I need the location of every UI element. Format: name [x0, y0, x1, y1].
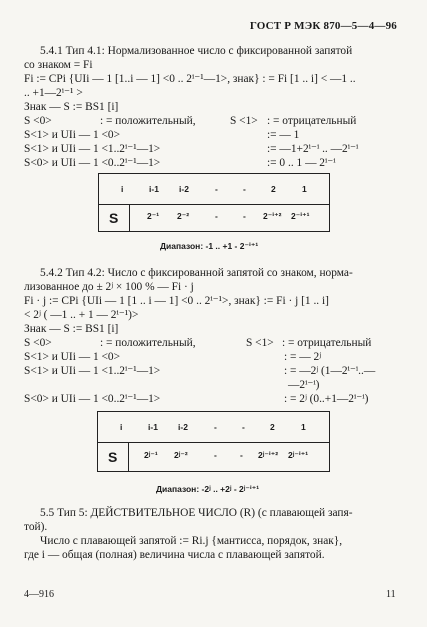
bit-weight: - — [214, 450, 217, 460]
condition-left: S<1> и UIi — 1 <0> — [24, 351, 121, 363]
paragraph-line: Число с плавающей запятой := Ri.j {мантисса, порядок, знак}, — [40, 535, 343, 547]
bit-index: i — [120, 422, 123, 432]
sign-definition: Знак — S := BS1 [i] — [24, 101, 119, 113]
condition-left: S<0> и UIi — 1 <0..2ⁱ⁻¹—1> — [24, 157, 161, 169]
bit-weight: 2⁻ⁱ⁺² — [263, 211, 282, 221]
section-title-cont: лизованное до ± 2ʲ × 100 % — Fi · j — [24, 281, 194, 293]
sign-definition: Знак — S := BS1 [i] — [24, 323, 119, 335]
section-title-cont: со знаком = Fi — [24, 59, 93, 71]
section-title: 5.4.2 Тип 4.2: Число с фиксированной запятой со знаком, норма- — [40, 267, 353, 279]
range-caption: Диапазон: -2ʲ .. +2ʲ - 2ʲ⁻ⁱ⁺¹ — [156, 484, 260, 494]
definition-line: Fi · j := CPi {UIi — 1 [1 .. i — 1] <0 .. 2ⁱ⁻¹>, знак} := Fi · j [1 .. i] — [24, 295, 329, 307]
bit-index: i-1 — [149, 184, 159, 194]
section-title: 5.5 Тип 5: ДЕЙСТВИТЕЛЬНОЕ ЧИСЛО (R) (с плавающей запя- — [40, 507, 353, 519]
bit-index: - — [214, 422, 217, 432]
bit-index: i-2 — [178, 422, 188, 432]
bit-table — [98, 173, 330, 232]
section-title: 5.4.1 Тип 4.1: Нормализованное число с фиксированной запятой — [40, 45, 353, 57]
condition-left-value: : = положительный, — [100, 337, 196, 349]
condition-right-value: : = —2ʲ (1—2ⁱ⁻ⁱ..— — [284, 365, 376, 377]
bit-index: 1 — [302, 184, 307, 194]
condition-right-value: : = — 2ʲ — [284, 351, 321, 363]
bit-index: i-2 — [179, 184, 189, 194]
bit-weight: 2⁻² — [177, 211, 190, 221]
paragraph-line: где i — общая (полная) величина числа с плавающей запятой. — [24, 549, 325, 561]
sign-bit-cell: S — [98, 204, 130, 233]
condition-right-value: : = 2ʲ (0..+1—2ⁱ⁻ⁱ) — [284, 393, 369, 405]
bit-weight: - — [240, 450, 243, 460]
bit-value-row — [99, 204, 329, 231]
bit-weight: 2ʲ⁻ⁱ⁺² — [258, 450, 279, 460]
condition-left: S <0> — [24, 115, 52, 127]
condition-right: S <1> — [246, 337, 274, 349]
condition-left: S<1> и UIi — 1 <1..2ⁱ⁻¹—1> — [24, 143, 161, 155]
condition-left-value: : = положительный, — [100, 115, 196, 127]
page-number: 11 — [386, 589, 396, 600]
condition-right-value: := — 1 — [267, 129, 300, 141]
bit-index: i-1 — [148, 422, 158, 432]
condition-right-value: := —1+2ⁱ⁻ⁱ .. —2ⁱ⁻ⁱ — [267, 143, 359, 155]
bit-index: - — [243, 184, 246, 194]
section-title-cont: той). — [24, 521, 48, 533]
definition-line: < 2ʲ ( —1 .. + 1 — 2ⁱ⁻¹)> — [24, 309, 139, 321]
bit-index: i — [121, 184, 124, 194]
bit-weight: 2ʲ⁻² — [174, 450, 188, 460]
bit-weight: 2ʲ⁻¹ — [144, 450, 158, 460]
bit-index-row — [98, 412, 329, 442]
bit-weight: - — [215, 211, 218, 221]
definition-line: .. +1—2ⁱ⁻¹ > — [24, 87, 83, 99]
definition-line: Fi := CPi {UIi — 1 [1..i — 1] <0 .. 2ⁱ⁻¹—1>, знак} : = Fi [1 .. i] < —1 .. — [24, 73, 356, 85]
footer-code: 4—916 — [24, 589, 54, 600]
condition-right-value: : = отрицательный — [282, 337, 372, 349]
bit-index: - — [215, 184, 218, 194]
condition-right-value: : = отрицательный — [267, 115, 357, 127]
condition-left: S<1> и UIi — 1 <0> — [24, 129, 121, 141]
sign-bit-cell: S — [97, 442, 129, 473]
condition-right-value: := 0 .. 1 — 2ⁱ⁻ⁱ — [267, 157, 336, 169]
condition-left: S<1> и UIi — 1 <1..2ⁱ⁻¹—1> — [24, 365, 161, 377]
condition-right: S <1> — [230, 115, 258, 127]
bit-index: 1 — [301, 422, 306, 432]
document-header: ГОСТ Р МЭК 870—5—4—96 — [249, 20, 397, 32]
bit-value-row — [98, 442, 329, 471]
bit-weight: 2ʲ⁻ⁱ⁺¹ — [288, 450, 309, 460]
bit-index: - — [242, 422, 245, 432]
condition-right-value-cont: —2ⁱ⁻ⁱ) — [288, 379, 320, 391]
condition-left: S <0> — [24, 337, 52, 349]
bit-weight: - — [243, 211, 246, 221]
bit-weight: 2⁻¹ — [147, 211, 160, 221]
bit-index: 2 — [270, 422, 275, 432]
range-caption: Диапазон: -1 .. +1 - 2⁻ⁱ⁺¹ — [160, 241, 259, 251]
bit-weight: 2⁻ⁱ⁺¹ — [291, 211, 310, 221]
bit-table — [97, 411, 330, 472]
bit-index: 2 — [271, 184, 276, 194]
bit-index-row — [99, 174, 329, 204]
condition-left: S<0> и UIi — 1 <0..2ⁱ⁻¹—1> — [24, 393, 161, 405]
